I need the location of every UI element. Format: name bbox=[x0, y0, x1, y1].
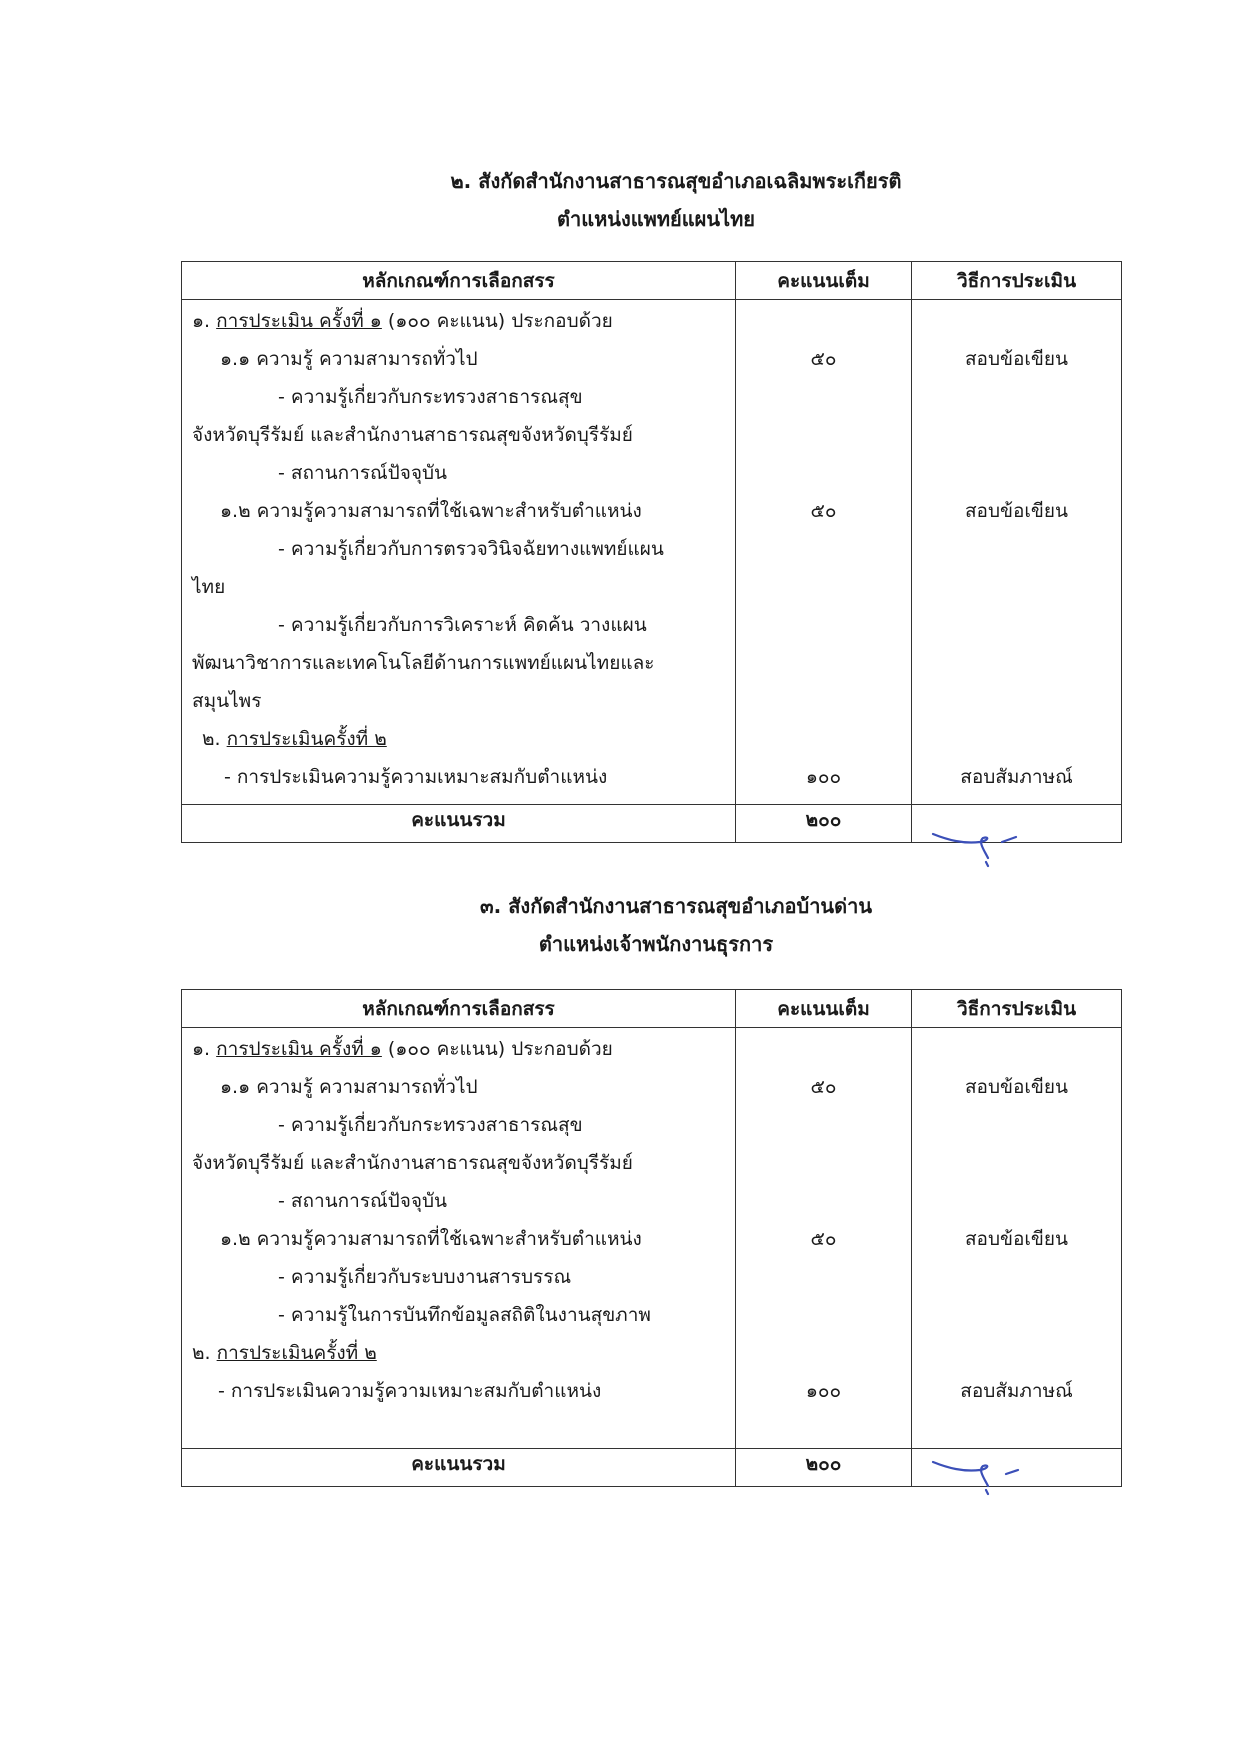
list-item: - การประเมินความรู้ความเหมาะสมกับตำแหน่ง bbox=[218, 1380, 602, 1402]
col-header-method: วิธีการประเมิน bbox=[912, 262, 1122, 300]
list-item: ๒. การประเมินครั้งที่ ๒ bbox=[202, 728, 387, 750]
method-value: สอบข้อเขียน bbox=[964, 1076, 1069, 1098]
list-item: สมุนไพร bbox=[192, 690, 262, 712]
list-item: ๑.๑ ความรู้ ความสามารถทั่วไป bbox=[220, 348, 478, 370]
method-cell bbox=[912, 300, 1122, 805]
list-item: จังหวัดบุรีรัมย์ และสำนักงานสาธารณสุขจังหวัดบุรีรัมย์ bbox=[192, 424, 633, 446]
list-item: จังหวัดบุรีรัมย์ และสำนักงานสาธารณสุขจังหวัดบุรีรัมย์ bbox=[192, 1152, 633, 1174]
list-item: ๒. การประเมินครั้งที่ ๒ bbox=[192, 1342, 377, 1364]
list-item: - การประเมินความรู้ความเหมาะสมกับตำแหน่ง bbox=[224, 766, 608, 788]
table-header-row bbox=[182, 990, 1122, 1028]
total-score: ๒๐๐ bbox=[736, 805, 912, 843]
table-header-row bbox=[182, 262, 1122, 300]
list-item: ๑. การประเมิน ครั้งที่ ๑ (๑๐๐ คะแนน) ประกอบด้วย bbox=[192, 1038, 613, 1060]
section-3-criteria-table bbox=[181, 989, 1122, 1487]
handwritten-signature bbox=[928, 820, 1028, 870]
table-body-row bbox=[182, 300, 1122, 805]
criteria-cell bbox=[182, 300, 736, 805]
list-item: ๑. การประเมิน ครั้งที่ ๑ (๑๐๐ คะแนน) ประกอบด้วย bbox=[192, 310, 613, 332]
list-item: - ความรู้เกี่ยวกับกระทรวงสาธารณสุข bbox=[278, 386, 583, 408]
score-value: ๕๐ bbox=[810, 348, 837, 370]
section-2-heading bbox=[0, 162, 1242, 238]
list-item: ๑.๒ ความรู้ความสามารถที่ใช้เฉพาะสำหรับตำแหน่ง bbox=[220, 500, 642, 522]
criteria-cell bbox=[182, 1028, 736, 1449]
list-item: ไทย bbox=[192, 576, 226, 598]
list-item: - สถานการณ์ปัจจุบัน bbox=[278, 462, 448, 484]
method-value: สอบสัมภาษณ์ bbox=[960, 1380, 1073, 1402]
score-value: ๑๐๐ bbox=[805, 1380, 842, 1402]
handwritten-signature bbox=[928, 1448, 1028, 1498]
list-item: ๑.๑ ความรู้ ความสามารถทั่วไป bbox=[220, 1076, 478, 1098]
score-cell bbox=[736, 300, 912, 805]
score-value: ๕๐ bbox=[810, 1076, 837, 1098]
col-header-criteria: หลักเกณฑ์การเลือกสรร bbox=[182, 262, 736, 300]
total-score: ๒๐๐ bbox=[736, 1449, 912, 1487]
list-item: - ความรู้เกี่ยวกับการตรวจวินิจฉัยทางแพทย์แผน bbox=[278, 538, 664, 560]
list-item: - ความรู้เกี่ยวกับการวิเคราะห์ คิดค้น วางแผน bbox=[278, 614, 647, 636]
score-value: ๕๐ bbox=[810, 500, 837, 522]
col-header-full-score: คะแนนเต็ม bbox=[736, 990, 912, 1028]
score-cell bbox=[736, 1028, 912, 1449]
section-3-position: ตำแหน่งเจ้าพนักงานธุรการ bbox=[538, 932, 774, 956]
score-value: ๑๐๐ bbox=[805, 766, 842, 788]
table-body-row bbox=[182, 1028, 1122, 1449]
list-item: - ความรู้เกี่ยวกับกระทรวงสาธารณสุข bbox=[278, 1114, 583, 1136]
method-value: สอบข้อเขียน bbox=[964, 1228, 1069, 1250]
total-label: คะแนนรวม bbox=[182, 805, 736, 843]
col-header-method: วิธีการประเมิน bbox=[912, 990, 1122, 1028]
method-value: สอบข้อเขียน bbox=[964, 500, 1069, 522]
col-header-full-score: คะแนนเต็ม bbox=[736, 262, 912, 300]
list-item: - ความรู้เกี่ยวกับระบบงานสารบรรณ bbox=[278, 1266, 572, 1288]
section-3-heading bbox=[0, 887, 1242, 963]
section-3-title: ๓. สังกัดสำนักงานสาธารณสุขอำเภอบ้านด่าน bbox=[479, 894, 872, 918]
col-header-criteria: หลักเกณฑ์การเลือกสรร bbox=[182, 990, 736, 1028]
list-item: ๑.๒ ความรู้ความสามารถที่ใช้เฉพาะสำหรับตำแหน่ง bbox=[220, 1228, 642, 1250]
section-2-criteria-table bbox=[181, 261, 1122, 843]
score-value: ๕๐ bbox=[810, 1228, 837, 1250]
total-label: คะแนนรวม bbox=[182, 1449, 736, 1487]
method-value: สอบข้อเขียน bbox=[964, 348, 1069, 370]
section-2-position: ตำแหน่งแพทย์แผนไทย bbox=[557, 207, 755, 231]
section-2-title: ๒. สังกัดสำนักงานสาธารณสุขอำเภอเฉลิมพระเกียรติ bbox=[450, 169, 902, 193]
method-cell bbox=[912, 1028, 1122, 1449]
list-item: - สถานการณ์ปัจจุบัน bbox=[278, 1190, 448, 1212]
list-item: - ความรู้ในการบันทึกข้อมูลสถิติในงานสุขภาพ bbox=[278, 1304, 651, 1326]
list-item: พัฒนาวิชาการและเทคโนโลยีด้านการแพทย์แผนไทยและ bbox=[192, 652, 655, 674]
method-value: สอบสัมภาษณ์ bbox=[960, 766, 1073, 788]
